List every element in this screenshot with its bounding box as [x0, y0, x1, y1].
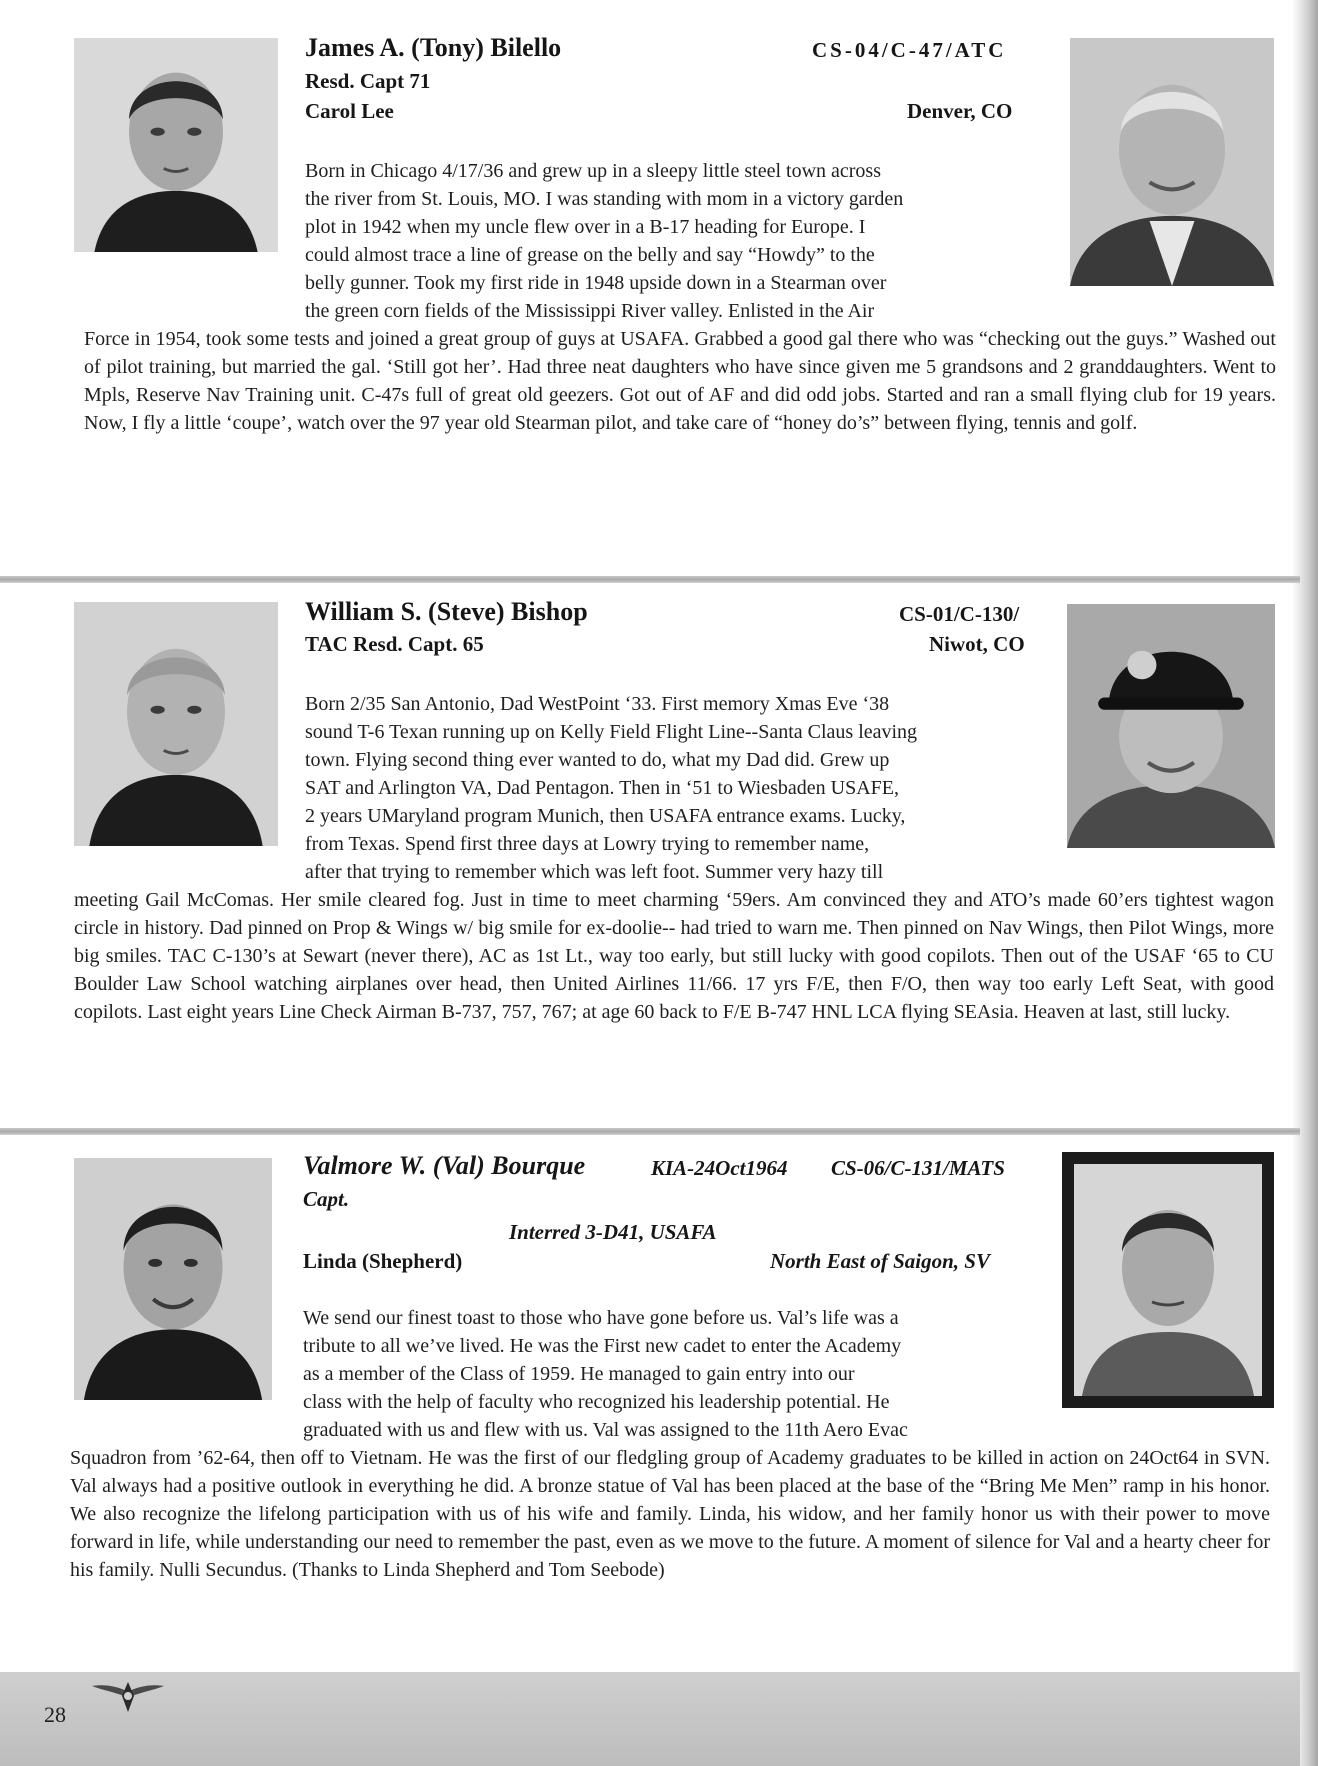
bio-line: tribute to all we’ve lived. He was the First new cadet to enter the Academy: [303, 1335, 902, 1357]
entry-name: William S. (Steve) Bishop: [305, 597, 588, 626]
bio-wide-bishop: meeting Gail McComas. Her smile cleared fog. Just in time to meet charming ‘59ers. Am convinced they and ATO’s made 60’ers tightest wagon circle in history. Dad pinned on Prop & Wings w/ big smile for ex-doolie-- had tried to warn me. Then pinned on Nav Wings, then Pilot Wings, more big smiles. TAC C-130’s at Sewart (never there), AC as 1st Lt., way too early, but still lucky with good copilots. Then out of the USAF ‘65 to CU Boulder Law School watching airplanes over head, then United Airlines 11/66. 17 yrs F/E, then F/O, then way too early Left Seat, with good copilots. Last eight years Line Check Airman B-737, 757, 767; at age 60 back to F/E B-747 HNL LCA flying SEAsia. Heaven at last, still lucky.: [74, 889, 1274, 1023]
bio-line: graduated with us and flew with us. Val was assigned to the 11th Aero Evac: [303, 1419, 908, 1441]
bio-line: Born in Chicago 4/17/36 and grew up in a sleepy little steel town across: [305, 160, 881, 182]
section-divider: [0, 576, 1300, 583]
cadet-photo-bilello: [74, 38, 278, 252]
entry-spouse: Linda (Shepherd): [303, 1249, 463, 1273]
pilot-wings-icon: [92, 1676, 164, 1716]
bio-line: We send our finest toast to those who have gone before us. Val’s life was a: [303, 1307, 899, 1329]
memorial-photo-bourque: [1062, 1152, 1274, 1408]
entry-name: James A. (Tony) Bilello: [305, 33, 562, 62]
cadet-photo-bourque: [74, 1158, 272, 1400]
bio-line: class with the help of faculty who recognized his leadership potential. He: [303, 1391, 890, 1413]
bio-line: from Texas. Spend first three days at Lowry trying to remember name,: [305, 833, 870, 855]
page-number: 28: [44, 1702, 66, 1727]
bio-narrow-bilello: [305, 157, 1047, 325]
entry-code: CS-04/C-47/ATC: [812, 38, 1007, 62]
bio-line: 2 years UMaryland program Munich, then USAFA entrance exams. Lucky,: [305, 805, 906, 827]
bio-line: Born 2/35 San Antonio, Dad WestPoint ‘33. First memory Xmas Eve ‘38: [305, 693, 890, 715]
bio-narrow-bourque: [303, 1304, 1039, 1444]
entry-interred: Interred 3-D41, USAFA: [509, 1220, 717, 1244]
entry-location: Niwot, CO: [929, 632, 1025, 656]
bio-wide-bourque: Squadron from ’62-64, then off to Vietnam. He was the first of our fledgling group of Academy graduates to be killed in action on 24Oct64 in SVN. Val always had a positive outlook in everything he did. A bronze statue of Val has been placed at the base of the “Bring Me Men” ramp in his honor. We also recognize the lifelong participation with us of his wife and family. Linda, his widow, and her family honor us with their power to move forward in life, while understanding our need to remember the past, even as we move to the future. A moment of silence for Val and a hearty cheer for his family. Nulli Secundus. (Thanks to Linda Shepherd and Tom Seebode): [70, 1447, 1270, 1581]
entry-location: Denver, CO: [907, 99, 1013, 123]
entry-rank: Resd. Capt 71: [305, 69, 431, 93]
entry-code: CS-06/C-131/MATS: [831, 1156, 1005, 1180]
entry-name: Valmore W. (Val) Bourque: [303, 1151, 586, 1180]
footer-band: [0, 1672, 1300, 1766]
bio-line: plot in 1942 when my uncle flew over in a B-17 heading for Europe. I: [305, 216, 866, 238]
bio-line: could almost trace a line of grease on the belly and say “Howdy” to the: [305, 244, 875, 266]
entry-rank: Capt.: [303, 1187, 350, 1211]
bio-line: sound T-6 Texan running up on Kelly Field Flight Line--Santa Claus leaving: [305, 721, 918, 743]
recent-photo-bishop: [1067, 604, 1275, 848]
bio-line: belly gunner. Took my first ride in 1948 upside down in a Stearman over: [305, 272, 887, 294]
bio-line: the river from St. Louis, MO. I was standing with mom in a victory garden: [305, 188, 904, 210]
entry-rank: TAC Resd. Capt. 65: [305, 632, 484, 656]
bio-line: town. Flying second thing ever wanted to do, what my Dad did. Grew up: [305, 749, 890, 771]
recent-photo-bilello: [1070, 38, 1274, 286]
entry-spouse: Carol Lee: [305, 99, 394, 123]
bio-line: as a member of the Class of 1959. He managed to gain entry into our: [303, 1363, 855, 1385]
bio-line: the green corn fields of the Mississippi River valley. Enlisted in the Air: [305, 300, 875, 322]
page-edge-shadow: [1292, 0, 1318, 1766]
entry-code: CS-01/C-130/: [899, 602, 1020, 626]
entry-location: North East of Saigon, SV: [770, 1249, 990, 1273]
bio-wide-bilello: Force in 1954, took some tests and joined a great group of guys at USAFA. Grabbed a good gal there who was “checking out the guys.” Washed out of pilot training, but married the gal. ‘Still got her’. Had three neat daughters who have since given me 5 grandsons and 2 granddaughters. Went to Mpls, Reserve Nav Training unit. C-47s full of great old geezers. Got out of AF and did odd jobs. Started and ran a small flying club for 19 years. Now, I fly a little ‘coupe’, watch over the 97 year old Stearman pilot, and take care of “honey do’s” between flying, tennis and golf.: [84, 328, 1276, 434]
entry-status: KIA-24Oct1964: [651, 1156, 788, 1180]
bio-narrow-bishop: [305, 690, 1047, 886]
section-divider: [0, 1128, 1300, 1135]
bio-line: after that trying to remember which was left foot. Summer very hazy till: [305, 861, 884, 883]
bio-line: SAT and Arlington VA, Dad Pentagon. Then in ‘51 to Wiesbaden USAFE,: [305, 777, 899, 799]
cadet-photo-bishop: [74, 602, 278, 846]
